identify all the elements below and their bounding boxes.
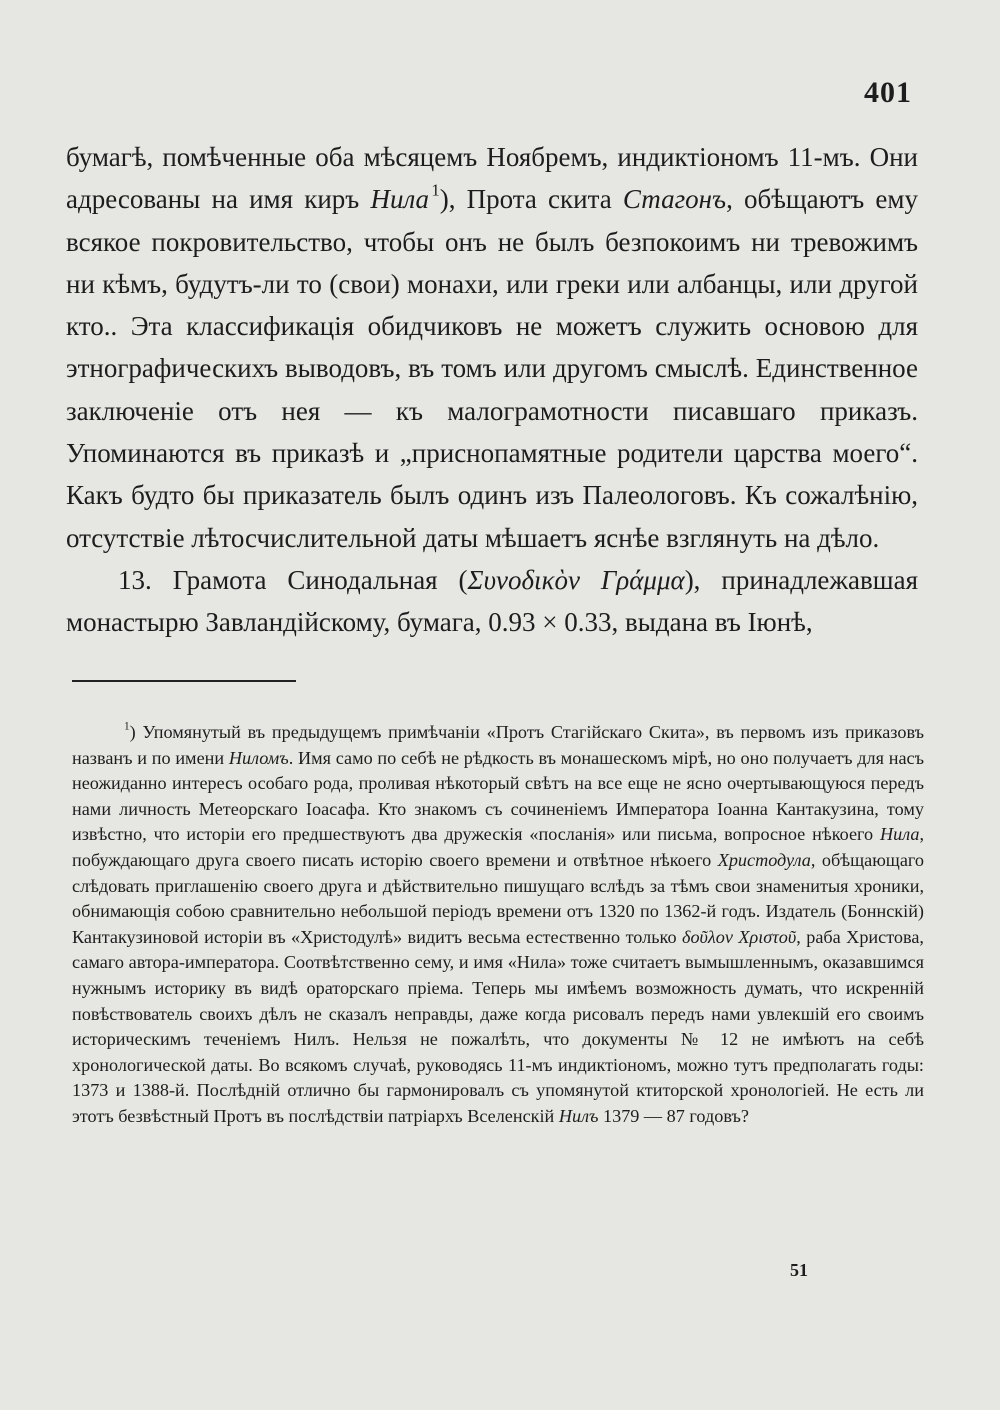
name-stagon: Стагонъ — [622, 184, 727, 215]
footnote-separator — [72, 680, 296, 682]
name-nila: Нила — [370, 184, 430, 215]
footnote-text: $^1$) Упомянутый въ предыдущемъ примѣчаніи «Протъ Стагійскаго Скита», въ первомъ изъ приказовъ названъ и по имени Ниломъ. Имя само по себѣ не рѣдкость въ монашескомъ мірѣ, но оно получаетъ для насъ неожиданно интересъ особаго рода, проливая нѣкоторый свѣтъ на все еще не ясно очертывающуюся передъ нами личность Метеорскаго Іоасафа. Кто знакомъ съ сочиненіемъ Императора Іоанна Кантакузина, тому извѣстно, что исторіи его предшествуютъ два дружескія «посланія» или письма, вопросное нѣкоего Нила, побуждающаго друга своего писать исторію своего времени и отвѣтное нѣкоего Христодула, обѣщающаго слѣдовать приглашенію своего друга и дѣйствительно пишущаго вслѣдъ за тѣмъ свои знаменитыя хроники, обнимающія собою сравнительно небольшой періодъ времени отъ 1320 по 1362-й годъ. Издатель (Боннскій) Кантакузиновой исторіи въ «Христодулѣ» видитъ весьма естественно только δοῦλον Χριστοῦ, раба Христова, самаго автора-императора. Соотвѣтственно сему, и имя «Нила» тоже считаетъ вымышленнымъ, оказавшимся нужнымъ историку въ видѣ ораторскаго пріема. Теперь мы имѣемъ возможность думать, что искренній повѣствователь своихъ дѣлъ не сказалъ неправды, даже когда рисовалъ передъ нами увлекшій его своимъ историческимъ теченіемъ Нилъ. Нельзя не пожалѣть, что документы № 12 не имѣютъ на себѣ хронологической даты. Во всякомъ случаѣ, руководясь 11-мъ индиктіономъ, можно тутъ предполагать годы: 1373 и 1388-й. Послѣдній отлично бы гармонировалъ съ упомянутой ктиторской хронологіей. Не есть ли этотъ безвѣстный Протъ въ послѣдствіи патріархъ Вселенскій Нилъ 1379 — 87 годовъ? — [72, 720, 924, 1126]
footnote-reference[interactable]: 1 — [431, 180, 440, 200]
page-number: 401 — [864, 76, 912, 109]
paragraph-13: 13. Грамота Синодальная (Συνοδικὸν Γράμμα), принадлежавшая монастырю Завландійскому, бумага, 0.93 × 0.33, выдана въ Іюнѣ, — [66, 564, 918, 638]
footnote — [72, 720, 924, 1130]
main-text — [66, 136, 918, 644]
footnote-marker: 1 — [124, 720, 130, 733]
greek-title: Συνοδικὸν Γράμμα — [467, 564, 685, 595]
paragraph-1: бумагѣ, помѣченные оба мѣсяцемъ Ноябремъ, индиктіономъ 11-мъ. Они адресованы на имя киръ Нила $^1$), Прота скита Стагонъ, обѣщаютъ ему всякое покровительство, чтобы онъ не былъ безпокоимъ ни тревожимъ ни кѣмъ, будутъ-ли то (свои) монахи, или греки или албанцы, или другой кто.. Эта классификація обидчиковъ не можетъ служить основою для этнографическихъ выводовъ, въ томъ или другомъ смыслѣ. Единственное заключеніе отъ нея — къ малограмотности писавшаго приказъ. Упоминаются въ приказѣ и „приснопамятные родители царства моего“. Какъ будто бы приказатель былъ одинъ изъ Палеологовъ. Къ сожалѣнію, отсутствіе лѣтосчислительной даты мѣшаетъ яснѣе взглянуть на дѣло. — [66, 142, 918, 553]
greek-phrase: δοῦλον Χριστοῦ — [682, 926, 797, 947]
signature-mark: 51 — [790, 1260, 808, 1280]
